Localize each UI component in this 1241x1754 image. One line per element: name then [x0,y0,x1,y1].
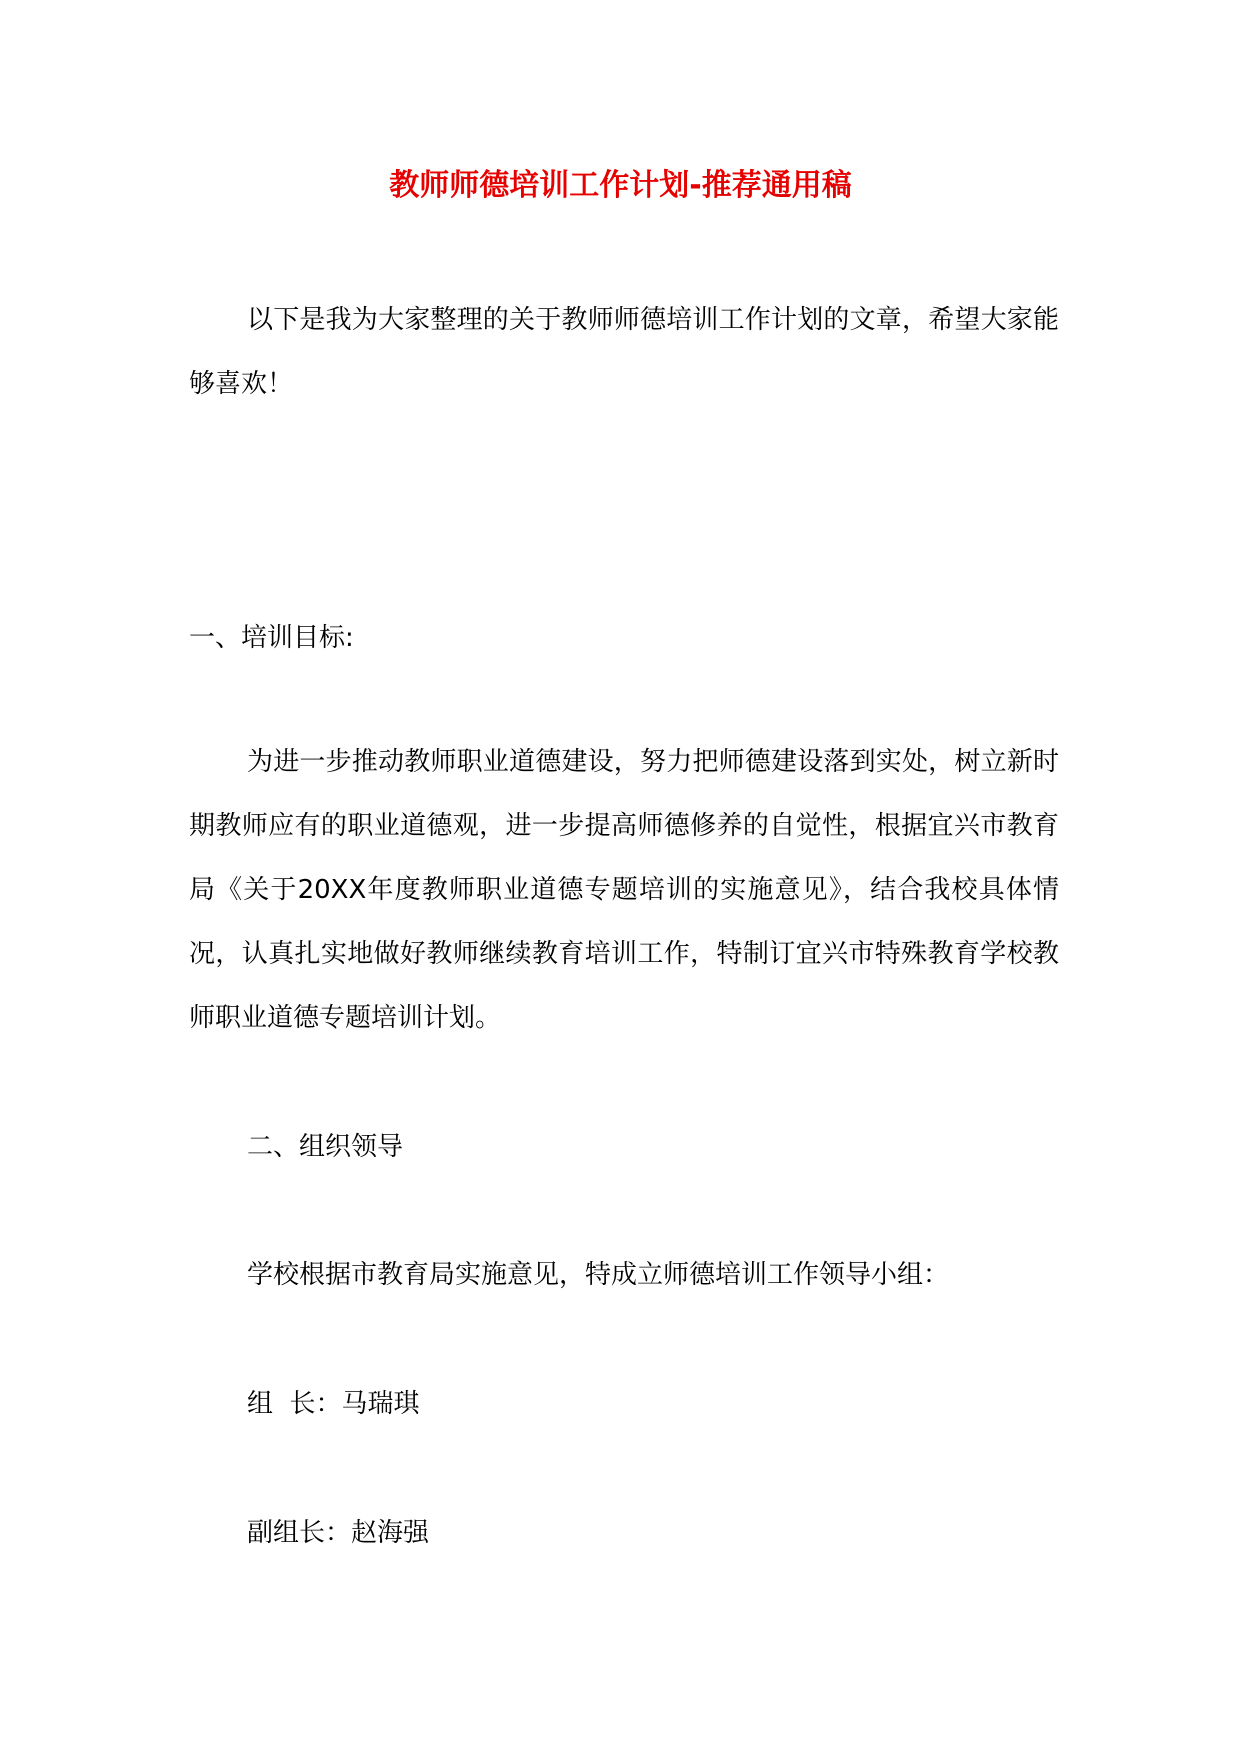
section-1-body: 为进一步推动教师职业道德建设，努力把师德建设落到实处，树立新时期教师应有的职业道德观，进一步提高师德修养的自觉性，根据宜兴市教育局《关于20XX年度教师职业道德专题培训的实施意见》，结合我校具体情况，认真扎实地做好教师继续教育培训工作，特制订宜兴市特殊教育学校教师职业道德专题培训计划。 [189,747,1059,1033]
section-1-heading: 一、培训目标: [189,623,354,653]
document-title: 教师师德培训工作计划-推荐通用稿 [389,168,852,203]
section-2-body: 学校根据市教育局实施意见，特成立师德培训工作领导小组： [247,1260,950,1290]
leader-line: 组 长：马瑞琪 [247,1389,420,1419]
section-2-heading: 二、组织领导 [247,1132,404,1162]
deputy-leader-line: 副组长：赵海强 [247,1518,430,1548]
intro-paragraph: 以下是我为大家整理的关于教师师德培训工作计划的文章，希望大家能够喜欢！ [189,305,1059,399]
